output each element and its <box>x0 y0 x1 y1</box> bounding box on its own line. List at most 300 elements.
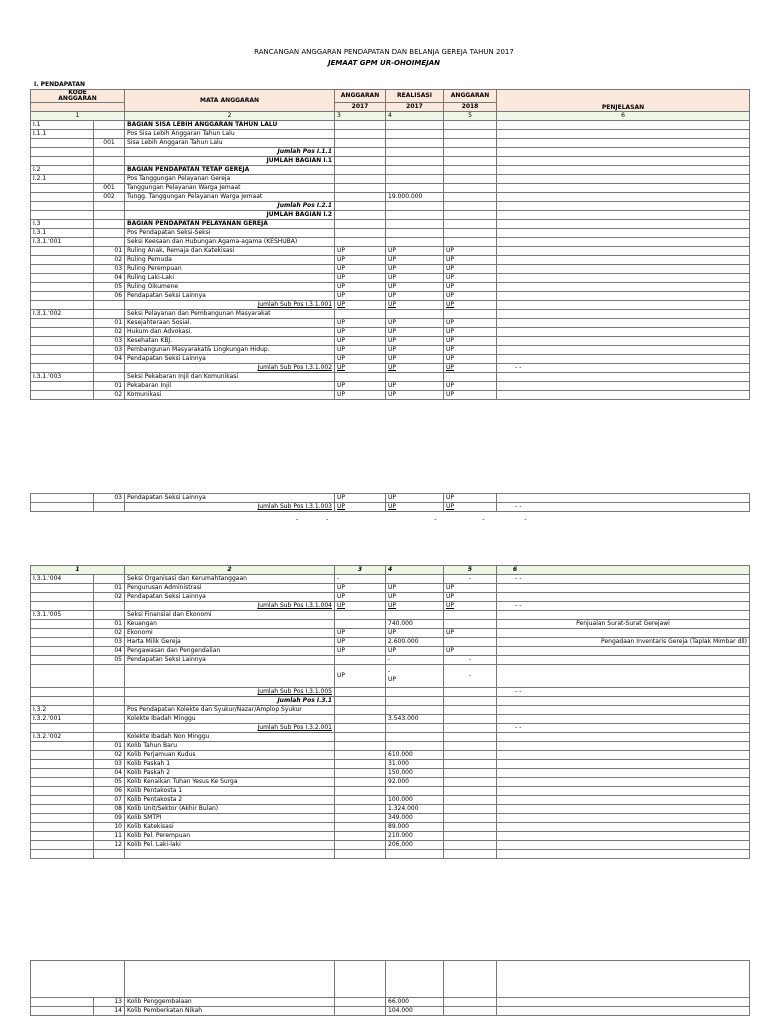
cell-kode <box>31 494 94 503</box>
cell-mata: Kolib Pel. Perempuan <box>125 832 335 841</box>
cell-mata: Seksi Finansial dan Ekonomi <box>125 611 335 620</box>
cell-sub: 03 <box>94 494 125 503</box>
header-row <box>31 90 750 103</box>
cell-col3 <box>335 220 386 229</box>
cell-sub: 03 <box>94 265 125 274</box>
cell-col5: - <box>444 665 497 688</box>
cell-kode: I.3 <box>31 220 94 229</box>
cell-col3: UP <box>335 283 386 292</box>
cell-col5 <box>444 638 497 647</box>
cell-penjelasan <box>497 611 750 620</box>
cell-mata: BAGIAN SISA LEBIH ANGGARAN TAHUN LALU <box>125 121 335 130</box>
cell-penjelasan <box>497 593 750 602</box>
cell-col4: UP <box>386 274 444 283</box>
cell-col5: UP <box>444 364 497 373</box>
cell-col4: UP <box>386 602 444 611</box>
cell-col5: UP <box>444 584 497 593</box>
cell-mata: Kolib Paskah 2 <box>125 769 335 778</box>
cell-kode <box>31 382 94 391</box>
cell-sub: 05 <box>94 778 125 787</box>
cell-kode <box>31 814 94 823</box>
cell-sub: 01 <box>94 620 125 629</box>
cell-kode <box>31 1007 94 1016</box>
cell-penjelasan <box>497 1007 750 1016</box>
col-num-2b: 2 <box>125 566 335 575</box>
col-num-3: 3 <box>335 112 386 121</box>
cell-col5 <box>444 832 497 841</box>
cell-sub <box>94 301 125 310</box>
table-row <box>31 998 750 1007</box>
cell-col4: UP <box>386 382 444 391</box>
cell-col4: UP <box>386 346 444 355</box>
cell-col3 <box>335 688 386 697</box>
cell-col4 <box>386 148 444 157</box>
cell-col5 <box>444 130 497 139</box>
cell-sub: 06 <box>94 292 125 301</box>
cell-penjelasan <box>497 494 750 503</box>
cell-kode <box>31 247 94 256</box>
cell-col4 <box>386 175 444 184</box>
col-num-2: 2 <box>125 112 335 121</box>
cell-mata: Ruling Pemuda <box>125 256 335 265</box>
cell-col3: UP <box>335 355 386 364</box>
cell-mata: JUMLAH BAGIAN I.2 <box>125 211 335 220</box>
cell-col4 <box>386 742 444 751</box>
cell-kode <box>31 697 94 706</box>
cell-col4: 104.000 <box>386 1007 444 1016</box>
cell-col4 <box>386 238 444 247</box>
cell-col4: UP <box>386 292 444 301</box>
cell-sub: 01 <box>94 382 125 391</box>
cell-col5 <box>444 373 497 382</box>
cell-col5 <box>444 202 497 211</box>
cell-mata: Pendapatan Seksi Lainnya <box>125 292 335 301</box>
cell-kode <box>31 638 94 647</box>
cell-col4: 31.000 <box>386 760 444 769</box>
cell-col3 <box>335 229 386 238</box>
budget-table-2 <box>30 493 750 512</box>
cell-col5: UP <box>444 301 497 310</box>
cell-col5 <box>444 1007 497 1016</box>
table-row <box>31 688 750 697</box>
table-row <box>31 211 750 220</box>
cell-col4 <box>386 733 444 742</box>
year-2017-b: 2017 <box>386 103 444 112</box>
cell-col5: UP <box>444 355 497 364</box>
table-row <box>31 629 750 638</box>
table-row <box>31 166 750 175</box>
cell-col3 <box>335 715 386 724</box>
cell-sub: 02 <box>94 256 125 265</box>
cell-col5 <box>444 193 497 202</box>
cell-col5 <box>444 751 497 760</box>
cell-col3 <box>335 778 386 787</box>
cell-col3 <box>335 850 386 859</box>
cell-col3: UP <box>335 593 386 602</box>
cell-col3 <box>335 832 386 841</box>
cell-penjelasan <box>497 328 750 337</box>
cell-sub: 01 <box>94 247 125 256</box>
cell-sub <box>94 211 125 220</box>
year-2018: 2018 <box>444 103 497 112</box>
cell-mata: Kesehatan KBJ. <box>125 337 335 346</box>
cell-sub <box>94 121 125 130</box>
cell-penjelasan <box>497 382 750 391</box>
cell-kode <box>31 328 94 337</box>
cell-mata: Kolekte Ibadah Minggu <box>125 715 335 724</box>
table-row <box>31 724 750 733</box>
cell-col5 <box>444 796 497 805</box>
table-row <box>31 850 750 859</box>
cell-col3 <box>335 697 386 706</box>
cell-sub: 02 <box>94 751 125 760</box>
cell-penjelasan <box>497 751 750 760</box>
kode-header-cont <box>31 103 125 112</box>
cell-penjelasan <box>497 760 750 769</box>
cell-mata: Ruling Perempuan <box>125 265 335 274</box>
cell-penjelasan <box>497 292 750 301</box>
cell-col3: UP <box>335 337 386 346</box>
cell-mata: JUMLAH BAGIAN I.1 <box>125 157 335 166</box>
cell-kode <box>31 211 94 220</box>
cell-kode <box>31 346 94 355</box>
table-row <box>31 139 750 148</box>
cell-penjelasan <box>497 121 750 130</box>
cell-col4 <box>386 211 444 220</box>
cell-penjelasan <box>497 130 750 139</box>
cell-col5 <box>444 742 497 751</box>
cell-sub <box>94 130 125 139</box>
cell-sub <box>94 724 125 733</box>
cell-kode <box>31 998 94 1007</box>
cell-penjelasan <box>497 220 750 229</box>
cell-col4: 349.000 <box>386 814 444 823</box>
cell-sub: 03 <box>94 638 125 647</box>
cell-sub: 01 <box>94 319 125 328</box>
cell-col4: UP <box>386 301 444 310</box>
cell-kode: I.3.1.'005 <box>31 611 94 620</box>
cell-col5 <box>444 688 497 697</box>
cell-penjelasan <box>497 850 750 859</box>
cell-col3: UP <box>335 328 386 337</box>
cell-sub: 04 <box>94 274 125 283</box>
cell-col3: UP <box>335 256 386 265</box>
cell-col4 <box>386 575 444 584</box>
cell-col4: UP <box>386 355 444 364</box>
cell-kode <box>31 629 94 638</box>
cell-sub <box>94 611 125 620</box>
cell-col4: 610.000 <box>386 751 444 760</box>
column-number-row <box>31 112 750 121</box>
cell-col4: 3.543.000 <box>386 715 444 724</box>
table-row <box>31 319 750 328</box>
cell-kode <box>31 742 94 751</box>
cell-col4 <box>386 724 444 733</box>
cell-mata: Pengurusan Administrasi <box>125 584 335 593</box>
cell-kode <box>31 584 94 593</box>
table-row <box>31 814 750 823</box>
cell-penjelasan <box>497 274 750 283</box>
cell-sub: 02 <box>94 593 125 602</box>
cell-col3: UP <box>335 247 386 256</box>
cell-kode: I.3.2.'002 <box>31 733 94 742</box>
cell-sub <box>94 310 125 319</box>
cell-sub <box>94 229 125 238</box>
cell-col5: UP <box>444 391 497 400</box>
table-row <box>31 733 750 742</box>
cell-mata: Kolib Kenaikan Tuhan Yesus Ke Surga <box>125 778 335 787</box>
cell-kode <box>31 283 94 292</box>
cell-sub: 03 <box>94 346 125 355</box>
cell-kode <box>31 148 94 157</box>
cell-col5: UP <box>444 503 497 512</box>
cell-sub: 06 <box>94 787 125 796</box>
table-row <box>31 760 750 769</box>
cell-mata: Kolib Pentakosta 1 <box>125 787 335 796</box>
cell-col3 <box>335 760 386 769</box>
table-row <box>31 175 750 184</box>
cell-col5: UP <box>444 265 497 274</box>
cell-mata: Tanggungan Pelayanan Warga Jemaat <box>125 184 335 193</box>
cell-kode: I.3.1.'003 <box>31 373 94 382</box>
cell-mata: Seksi Pelayanan dan Pembangunan Masyarakat <box>125 310 335 319</box>
cell-col5 <box>444 733 497 742</box>
table-row <box>31 391 750 400</box>
cell-col3: UP <box>335 292 386 301</box>
cell-sub: 11 <box>94 832 125 841</box>
cell-sub <box>94 175 125 184</box>
cell-sub: 05 <box>94 656 125 665</box>
cell-col3 <box>335 733 386 742</box>
cell-sub: 05 <box>94 283 125 292</box>
cell-col5: UP <box>444 346 497 355</box>
table-row <box>31 647 750 656</box>
cell-col4: 2.600.000 <box>386 638 444 647</box>
table-row <box>31 706 750 715</box>
cell-penjelasan: Pengadaan Inventaris Gereja (Taplak Mimbar dll) <box>497 638 750 647</box>
cell-col3: UP <box>335 638 386 647</box>
col-num-1: 1 <box>31 112 125 121</box>
cell-col4 <box>386 220 444 229</box>
cell-penjelasan: - - <box>497 688 750 697</box>
cell-mata: Jumlah Pos I.1.1 <box>125 148 335 157</box>
cell-penjelasan <box>497 656 750 665</box>
table-row <box>31 220 750 229</box>
cell-mata <box>125 850 335 859</box>
cell-col5 <box>444 148 497 157</box>
cell-kode <box>31 778 94 787</box>
table-row <box>31 229 750 238</box>
cell-kode <box>31 256 94 265</box>
cell-mata: Pos Pendapatan Seksi-Seksi <box>125 229 335 238</box>
cell-col4: UP <box>386 593 444 602</box>
cell-col5: UP <box>444 247 497 256</box>
table-row <box>31 584 750 593</box>
cell-mata: Kolib Pemberkatan Nikah <box>125 1007 335 1016</box>
cell-sub <box>94 715 125 724</box>
cell-mata: Jumlah Sub Pos I.3.1.001 <box>125 301 335 310</box>
cell-col4 <box>386 157 444 166</box>
cell-col5: UP <box>444 292 497 301</box>
cell-col3: UP <box>335 665 386 688</box>
cell-col5 <box>444 697 497 706</box>
cell-penjelasan <box>497 998 750 1007</box>
cell-penjelasan <box>497 238 750 247</box>
cell-mata: Kolib Perjamuan Kudus <box>125 751 335 760</box>
cell-penjelasan <box>497 733 750 742</box>
cell-sub <box>94 575 125 584</box>
cell-sub <box>94 238 125 247</box>
table-row <box>31 796 750 805</box>
cell-sub <box>94 850 125 859</box>
cell-sub <box>94 202 125 211</box>
cell-kode <box>31 841 94 850</box>
cell-col3: UP <box>335 274 386 283</box>
cell-col3: UP <box>335 629 386 638</box>
cell-penjelasan <box>497 823 750 832</box>
cell-col5 <box>444 166 497 175</box>
cell-mata: Komunikasi <box>125 391 335 400</box>
cell-col5 <box>444 724 497 733</box>
cell-penjelasan <box>497 337 750 346</box>
cell-mata: Kolib Unit/Sektor (Akhir Bulan) <box>125 805 335 814</box>
col-num-4b: 4 <box>386 566 444 575</box>
cell-penjelasan <box>497 706 750 715</box>
cell-mata: Jumlah Sub Pos I.3.1.003 <box>125 503 335 512</box>
cell-mata: Kolib Pentakosta 2 <box>125 796 335 805</box>
table-row <box>31 247 750 256</box>
cell-sub <box>94 373 125 382</box>
cell-col3 <box>335 742 386 751</box>
document-title: RANCANGAN ANGGARAN PENDAPATAN DAN BELANJA GEREJA TAHUN 2017 <box>254 48 514 56</box>
cell-col3 <box>335 184 386 193</box>
cell-col5 <box>444 139 497 148</box>
table-row <box>31 620 750 629</box>
cell-col3 <box>335 814 386 823</box>
cell-penjelasan <box>497 584 750 593</box>
cell-sub: 12 <box>94 841 125 850</box>
cell-penjelasan <box>497 256 750 265</box>
cell-kode <box>31 665 94 688</box>
cell-col4: 100.000 <box>386 796 444 805</box>
col-num-6b: 6 <box>497 566 750 575</box>
cell-col4 <box>386 706 444 715</box>
table-row <box>31 346 750 355</box>
cell-col5: UP <box>444 629 497 638</box>
table-row <box>31 256 750 265</box>
cell-penjelasan: - - <box>497 575 750 584</box>
cell-col3 <box>335 148 386 157</box>
cell-kode: I.2 <box>31 166 94 175</box>
cell-mata: Pos Pendapatan Kolekte dan Syukur/Nazar/Amplop Syukur <box>125 706 335 715</box>
cell-mata: Jumlah Pos I.2.1 <box>125 202 335 211</box>
cell-mata: Kolib Katekisasi <box>125 823 335 832</box>
cell-col5 <box>444 184 497 193</box>
cell-sub: 03 <box>94 337 125 346</box>
col-num-4: 4 <box>386 112 444 121</box>
cell-col4 <box>386 310 444 319</box>
cell-col5: UP <box>444 337 497 346</box>
cell-col5: UP <box>444 602 497 611</box>
cell-sub: 02 <box>94 391 125 400</box>
cell-penjelasan <box>497 697 750 706</box>
cell-penjelasan <box>497 166 750 175</box>
table-row <box>31 328 750 337</box>
table-row <box>31 697 750 706</box>
cell-col5 <box>444 850 497 859</box>
cell-col3 <box>335 787 386 796</box>
cell-kode <box>31 769 94 778</box>
cell-penjelasan <box>497 715 750 724</box>
cell-col5: - <box>444 656 497 665</box>
cell-kode <box>31 157 94 166</box>
cell-col4: UP <box>386 494 444 503</box>
cell-col5 <box>444 760 497 769</box>
table-row <box>31 611 750 620</box>
cell-col3 <box>335 202 386 211</box>
cell-mata: Seksi Pekabaran Injil dan Komunikasi <box>125 373 335 382</box>
cell-penjelasan <box>497 139 750 148</box>
cell-col5 <box>444 157 497 166</box>
cell-penjelasan <box>497 310 750 319</box>
cell-kode <box>31 274 94 283</box>
cell-kode <box>31 319 94 328</box>
cell-col3: UP <box>335 503 386 512</box>
cell-mata: Ruling Anak, Remaja dan Katekisasi <box>125 247 335 256</box>
cell-penjelasan <box>497 373 750 382</box>
cell-col5 <box>444 769 497 778</box>
cell-penjelasan <box>497 247 750 256</box>
table-row <box>31 1007 750 1016</box>
table-row <box>31 823 750 832</box>
cell-penjelasan <box>497 148 750 157</box>
cell-mata: Pekabaran Injil <box>125 382 335 391</box>
cell-col5 <box>444 715 497 724</box>
cell-sub: 04 <box>94 769 125 778</box>
cell-kode: I.1 <box>31 121 94 130</box>
realisasi-2017-header: REALISASI <box>386 90 444 103</box>
budget-table-3 <box>30 565 750 859</box>
cell-penjelasan: - - <box>497 364 750 373</box>
cell-col4 <box>386 202 444 211</box>
anggaran-2017-header: ANGGARAN <box>335 90 386 103</box>
cell-penjelasan <box>497 391 750 400</box>
cell-penjelasan <box>497 346 750 355</box>
cell-mata: Pembangunan Masyarakat& Lingkungan Hidup. <box>125 346 335 355</box>
table-row <box>31 283 750 292</box>
cell-kode <box>31 139 94 148</box>
cell-col3: UP <box>335 494 386 503</box>
cell-col3 <box>335 130 386 139</box>
cell-col4: UP <box>386 629 444 638</box>
cell-col3: UP <box>335 346 386 355</box>
budget-table-1 <box>30 89 750 400</box>
cell-col3 <box>335 373 386 382</box>
cell-sub <box>94 364 125 373</box>
table-row <box>31 742 750 751</box>
cell-col5: UP <box>444 593 497 602</box>
cell-col3: UP <box>335 391 386 400</box>
cell-col3 <box>335 1007 386 1016</box>
cell-mata: Jumlah Sub Pos I.3.1.002 <box>125 364 335 373</box>
cell-kode <box>31 391 94 400</box>
table-row <box>31 575 750 584</box>
cell-sub: 02 <box>94 328 125 337</box>
col-num-6: 6 <box>497 112 750 121</box>
cell-mata: Ekonomi <box>125 629 335 638</box>
table-row <box>31 494 750 503</box>
cell-kode <box>31 292 94 301</box>
